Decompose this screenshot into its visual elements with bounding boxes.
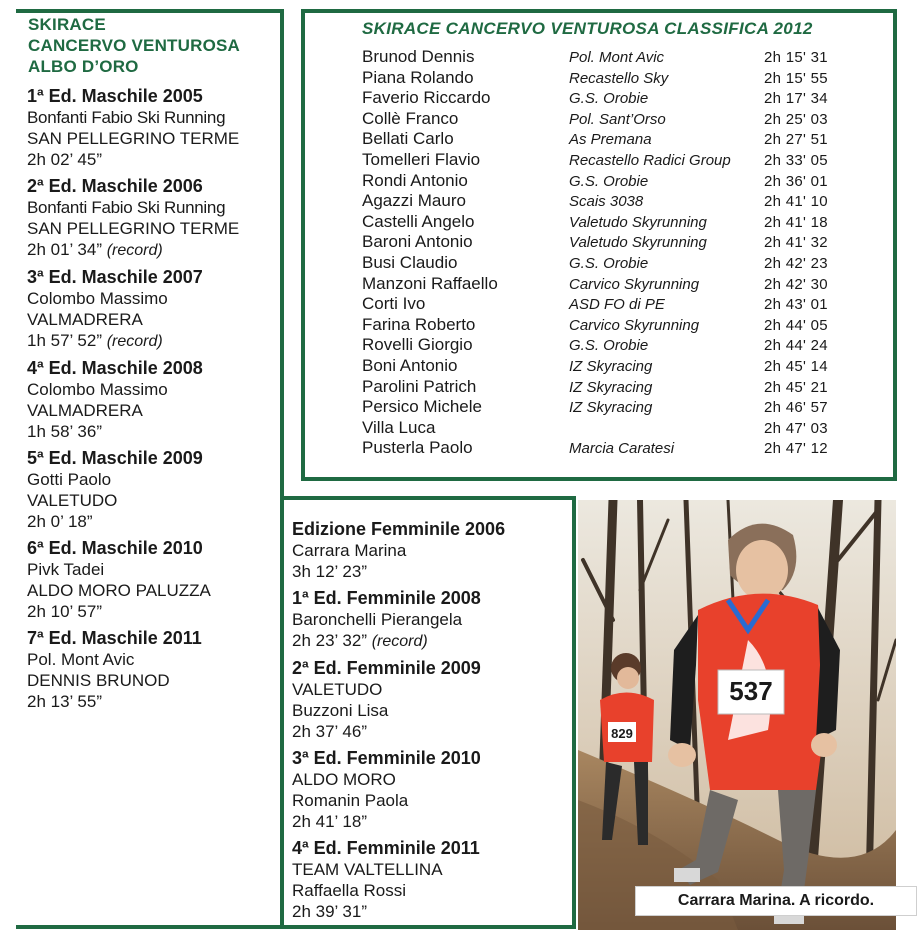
runner-name: Villa Luca xyxy=(362,417,436,437)
entry-line-text: 2h 0’ 18” xyxy=(27,512,93,531)
runner-time: 2h 15' 31 xyxy=(764,49,828,66)
albo-entry xyxy=(292,748,572,832)
entry-line xyxy=(27,149,282,170)
runner-team: Valetudo Skyrunning xyxy=(569,213,707,231)
runner-name: Collè Franco xyxy=(362,108,459,128)
entry-line xyxy=(27,107,282,128)
albo-entry xyxy=(27,538,282,622)
runner-name: Castelli Angelo xyxy=(362,211,475,231)
albo-title-line: CANCERVO VENTUROSA xyxy=(28,36,241,55)
runner-team: Recastello Sky xyxy=(569,69,669,87)
runner-time: 2h 41' 10 xyxy=(764,193,828,211)
entry-line xyxy=(292,769,572,790)
albo-entry xyxy=(27,628,282,712)
classifica-row xyxy=(362,68,882,89)
albo-entry xyxy=(27,448,282,532)
race-photo-illustration xyxy=(578,500,896,930)
albo-title-line: ALBO D’ORO xyxy=(28,57,139,76)
entry-line xyxy=(292,561,572,582)
entry-line xyxy=(292,700,572,721)
albo-entry xyxy=(292,588,572,652)
entry-line-text: ALDO MORO PALUZZA xyxy=(27,581,211,600)
entry-line-text: Gotti Paolo xyxy=(27,470,112,489)
runner-name: Manzoni Raffaello xyxy=(362,273,498,293)
runner-team: ASD FO di PE xyxy=(569,296,665,314)
albo-entry xyxy=(27,267,282,352)
entry-line-text: 1h 58’ 36” xyxy=(27,422,102,441)
entry-line xyxy=(27,330,282,352)
entry-heading: 3ª Ed. Femminile 2010 xyxy=(292,748,481,768)
classifica-row xyxy=(362,335,882,356)
albo-entry xyxy=(27,176,282,261)
entry-line xyxy=(292,609,572,630)
albo-entry xyxy=(27,86,282,170)
runner-time: 2h 46' 57 xyxy=(764,399,828,417)
albo-title-line: SKIRACE xyxy=(28,15,106,34)
entry-line xyxy=(27,691,282,712)
runner-name: Boni Antonio xyxy=(362,355,458,375)
bib-back: 829 xyxy=(611,726,633,741)
entry-line xyxy=(292,859,572,880)
entry-line xyxy=(292,790,572,811)
entry-line xyxy=(27,670,282,691)
classifica-row xyxy=(362,109,882,130)
entry-line xyxy=(27,559,282,580)
entry-line-text: 2h 02’ 45” xyxy=(27,150,102,169)
classifica-row xyxy=(362,191,882,212)
entry-line xyxy=(27,197,282,218)
entry-line xyxy=(292,901,572,922)
runner-time: 2h 27' 51 xyxy=(764,131,828,149)
runner-team: Carvico Skyrunning xyxy=(569,275,700,293)
runner-time: 2h 42' 30 xyxy=(764,275,828,293)
runner-time: 2h 45' 21 xyxy=(764,378,828,396)
entry-line xyxy=(27,649,282,670)
entry-heading: 1ª Ed. Femminile 2008 xyxy=(292,588,481,608)
entry-line-text: Romanin Paola xyxy=(292,791,409,810)
runner-team: Pol. Sant’Orso xyxy=(569,110,666,128)
entry-line xyxy=(27,379,282,400)
entry-heading: 4ª Ed. Maschile 2008 xyxy=(27,358,203,378)
entry-line xyxy=(27,309,282,330)
runner-time: 2h 45' 14 xyxy=(764,357,828,375)
runner-name: Busi Claudio xyxy=(362,252,458,272)
entry-heading: Edizione Femminile 2006 xyxy=(292,519,506,539)
classifica-title: SKIRACE CANCERVO VENTUROSA CLASSIFICA 2012 xyxy=(362,19,813,38)
entry-line-text: Colombo Massimo xyxy=(27,289,168,308)
photo-caption: Carrara Marina. A ricordo. xyxy=(635,886,917,916)
classifica-row xyxy=(362,274,882,295)
entry-line-text: SAN PELLEGRINO TERME xyxy=(27,129,240,148)
runner-name: Agazzi Mauro xyxy=(362,191,466,211)
entry-heading: 1ª Ed. Maschile 2005 xyxy=(27,86,203,106)
entry-line-text: Bonfanti Fabio Ski Running xyxy=(27,198,226,217)
runner-team: IZ Skyracing xyxy=(569,357,653,375)
entry-line-text: VALETUDO xyxy=(27,491,118,510)
runner-time: 2h 25' 03 xyxy=(764,110,828,128)
entry-line xyxy=(27,469,282,490)
entry-line-text: SAN PELLEGRINO TERME xyxy=(27,219,240,238)
runner-team: As Premana xyxy=(569,131,652,149)
runner-name: Bellati Carlo xyxy=(362,129,454,149)
albo-entry xyxy=(292,838,572,922)
entry-line-text: Colombo Massimo xyxy=(27,380,168,399)
albo-femminile-list xyxy=(292,519,572,928)
entry-line-text: VALMADRERA xyxy=(27,310,143,329)
runner-time: 2h 15' 55 xyxy=(764,69,828,87)
albo-entry xyxy=(292,519,572,582)
entry-line-text: Carrara Marina xyxy=(292,541,407,560)
classifica-row xyxy=(362,232,882,253)
entry-line xyxy=(27,421,282,442)
classifica-row xyxy=(362,88,882,109)
runner-time: 2h 17' 34 xyxy=(764,90,828,108)
runner-name: Parolini Patrich xyxy=(362,376,477,396)
runner-time: 2h 44' 05 xyxy=(764,316,828,334)
entry-heading: 3ª Ed. Maschile 2007 xyxy=(27,267,203,287)
albo-entry xyxy=(292,658,572,742)
runner-time: 2h 42' 23 xyxy=(764,254,828,272)
runner-name: Baroni Antonio xyxy=(362,232,473,252)
entry-line-text: Baronchelli Pierangela xyxy=(292,610,463,629)
runner-name: Persico Michele xyxy=(362,397,482,417)
entry-line-text: VALETUDO xyxy=(292,680,383,699)
runner-time: 2h 44' 24 xyxy=(764,337,828,355)
entry-line xyxy=(292,880,572,901)
runner-team: Carvico Skyrunning xyxy=(569,316,700,334)
runner-name: Pusterla Paolo xyxy=(362,438,473,458)
runner-name: Brunod Dennis xyxy=(362,47,475,66)
entry-line-text: Buzzoni Lisa xyxy=(292,701,389,720)
classifica-row xyxy=(362,315,882,336)
record-label: (record) xyxy=(106,333,163,350)
classifica-table xyxy=(362,47,882,459)
entry-heading: 2ª Ed. Maschile 2006 xyxy=(27,176,203,196)
albo-entry xyxy=(27,358,282,442)
runner-team: G.S. Orobie xyxy=(569,172,649,190)
runner-team: IZ Skyracing xyxy=(569,378,653,396)
bib-front: 537 xyxy=(729,676,773,706)
entry-heading: 4ª Ed. Femminile 2011 xyxy=(292,838,480,858)
runner-name: Tomelleri Flavio xyxy=(362,149,481,169)
entry-line xyxy=(292,630,572,652)
entry-line xyxy=(27,511,282,532)
entry-line-text: 2h 39’ 31” xyxy=(292,902,367,921)
classifica-row xyxy=(362,212,882,233)
runner-time: 2h 43' 01 xyxy=(764,296,828,314)
entry-line-text: Pivk Tadei xyxy=(27,560,105,579)
entry-line xyxy=(292,721,572,742)
runner-team: Scais 3038 xyxy=(569,193,644,211)
runner-time: 2h 41' 32 xyxy=(764,234,828,252)
entry-line-text: Bonfanti Fabio Ski Running xyxy=(27,108,226,127)
runner-team: Recastello Radici Group xyxy=(569,151,731,169)
race-photo xyxy=(578,500,896,930)
entry-line xyxy=(27,128,282,149)
classifica-row xyxy=(362,397,882,418)
entry-line-text: 2h 13’ 55” xyxy=(27,692,102,711)
runner-time: 2h 47' 12 xyxy=(764,440,828,458)
classifica-row xyxy=(362,171,882,192)
entry-line-text: Pol. Mont Avic xyxy=(27,650,135,669)
classifica-row xyxy=(362,438,882,459)
entry-line xyxy=(292,540,572,561)
entry-line-text: TEAM VALTELLINA xyxy=(292,860,443,879)
entry-line-text: DENNIS BRUNOD xyxy=(27,671,170,690)
runner-name: Rovelli Giorgio xyxy=(362,335,473,355)
runner-team: IZ Skyracing xyxy=(569,399,653,417)
classifica-row xyxy=(362,294,882,315)
albo-maschile-list xyxy=(27,86,282,718)
entry-line-text: 2h 01’ 34” xyxy=(27,240,102,259)
runner-time: 2h 36' 01 xyxy=(764,172,828,190)
runner-team: Marcia Caratesi xyxy=(569,440,675,458)
entry-line-text: 1h 57’ 52” xyxy=(27,331,102,350)
entry-line-text: 2h 10’ 57” xyxy=(27,602,102,621)
runner-name: Piana Rolando xyxy=(362,67,474,87)
entry-line-text: 2h 23’ 32” xyxy=(292,631,367,650)
entry-line xyxy=(27,288,282,309)
runner-team: G.S. Orobie xyxy=(569,254,649,272)
entry-line xyxy=(292,811,572,832)
entry-line-text: ALDO MORO xyxy=(292,770,396,789)
classifica-row xyxy=(362,356,882,377)
runner-name: Farina Roberto xyxy=(362,314,476,334)
entry-line xyxy=(27,580,282,601)
runner-name: Rondi Antonio xyxy=(362,170,468,190)
entry-line-text: Raffaella Rossi xyxy=(292,881,407,900)
runner-team: G.S. Orobie xyxy=(569,90,649,108)
runner-time: 2h 33' 05 xyxy=(764,151,828,169)
runner-time: 2h 41' 18 xyxy=(764,213,828,231)
entry-line xyxy=(27,218,282,239)
entry-heading: 6ª Ed. Maschile 2010 xyxy=(27,538,203,558)
runner-time: 2h 47' 03 xyxy=(764,419,828,437)
classifica-row xyxy=(362,418,882,439)
record-label: (record) xyxy=(371,633,428,650)
entry-line-text: 2h 37’ 46” xyxy=(292,722,367,741)
runner-team: Pol. Mont Avic xyxy=(569,49,665,66)
entry-heading: 7ª Ed. Maschile 2011 xyxy=(27,628,202,648)
classifica-row xyxy=(362,377,882,398)
entry-line xyxy=(27,490,282,511)
record-label: (record) xyxy=(106,242,163,259)
entry-heading: 2ª Ed. Femminile 2009 xyxy=(292,658,481,678)
albo-title xyxy=(28,14,268,77)
classifica-row xyxy=(362,129,882,150)
runner-name: Faverio Riccardo xyxy=(362,88,491,108)
entry-line xyxy=(292,679,572,700)
entry-line xyxy=(27,239,282,261)
classifica-row xyxy=(362,150,882,171)
entry-line xyxy=(27,400,282,421)
entry-line-text: VALMADRERA xyxy=(27,401,143,420)
entry-line-text: 2h 41’ 18” xyxy=(292,812,367,831)
runner-name: Corti Ivo xyxy=(362,294,426,314)
classifica-row xyxy=(362,47,882,68)
runner-team: G.S. Orobie xyxy=(569,337,649,355)
entry-heading: 5ª Ed. Maschile 2009 xyxy=(27,448,203,468)
classifica-row xyxy=(362,253,882,274)
entry-line-text: 3h 12’ 23” xyxy=(292,562,367,581)
runner-team: Valetudo Skyrunning xyxy=(569,234,707,252)
entry-line xyxy=(27,601,282,622)
